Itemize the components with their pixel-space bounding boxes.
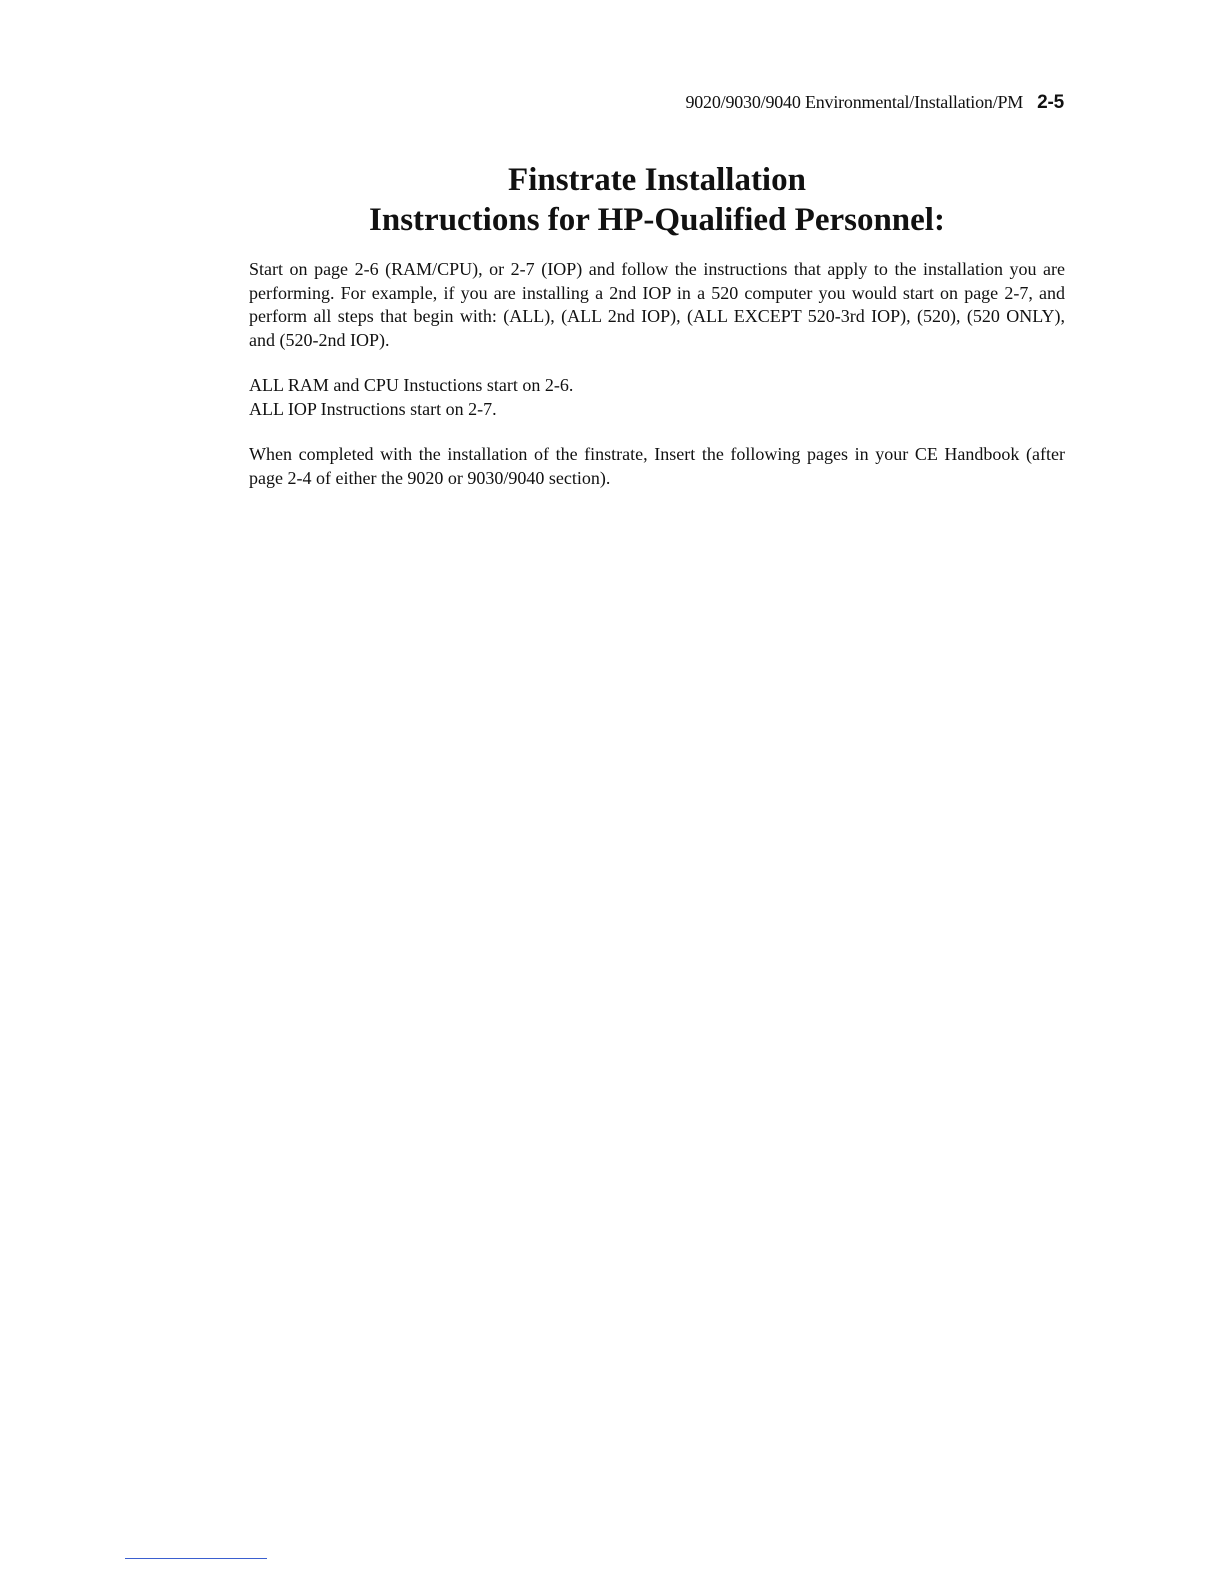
- running-title: 9020/9030/9040 Environmental/Installation/PM: [685, 92, 1024, 112]
- iop-start-line: ALL IOP Instructions start on 2-7.: [249, 398, 497, 419]
- paragraph-start-pages: [249, 374, 1065, 421]
- title-line-2: Instructions for HP-Qualified Personnel:: [369, 202, 945, 238]
- footnote-rule: [125, 1558, 267, 1559]
- title-line-1: Finstrate Installation: [508, 162, 806, 198]
- paragraph-instructions: Start on page 2-6 (RAM/CPU), or 2-7 (IOP) and follow the instructions that apply to the installation you are performing. For example, if you are installing a 2nd IOP in a 520 computer you would start on page 2-7, and perform all steps that begin with: (ALL), (ALL 2nd IOP), (ALL EXCEPT 520-3rd IOP), (520), (520 ONLY), and (520-2nd IOP).: [249, 259, 1065, 350]
- running-header: [685, 92, 1064, 114]
- ram-cpu-start-line: ALL RAM and CPU Instuctions start on 2-6.: [249, 375, 574, 395]
- page-number: 2-5: [1037, 92, 1064, 113]
- page-title: [250, 160, 1064, 240]
- paragraph-completion: When completed with the installation of the finstrate, Insert the following pages in your CE Handbook (after page 2-4 of either the 9020 or 9030/9040 section).: [249, 444, 1065, 488]
